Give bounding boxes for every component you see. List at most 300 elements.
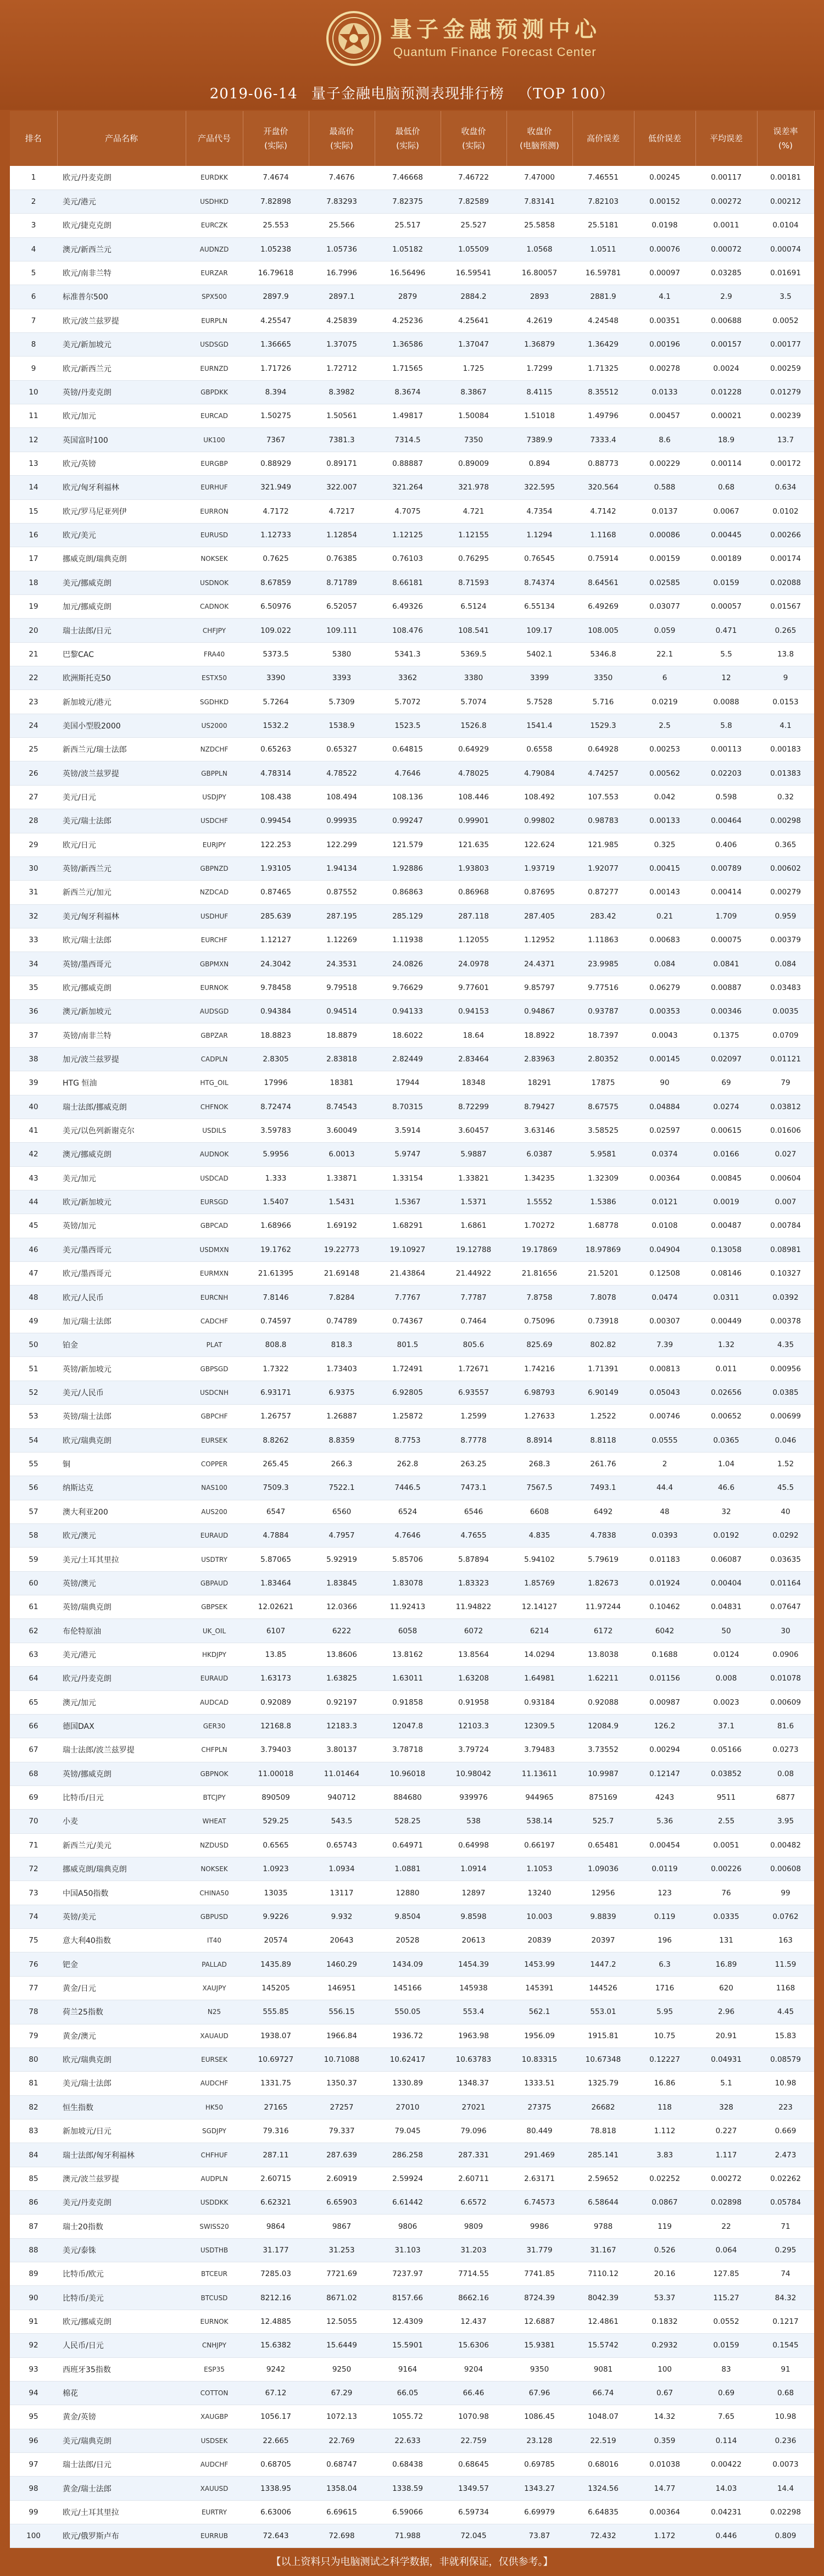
- cell-open: 3.79403: [243, 1738, 309, 1762]
- cell-close: 108.446: [441, 785, 506, 809]
- cell-close: 0.89009: [441, 452, 506, 475]
- cell-avg-err: 0.0019: [695, 1190, 757, 1214]
- cell-name: 欧元/新西兰元: [57, 357, 186, 380]
- cell-low: 1523.5: [375, 714, 441, 737]
- cell-err-low: 0.00351: [634, 309, 695, 332]
- cell-err-low: 0.12227: [634, 2048, 695, 2071]
- cell-low: 10.96018: [375, 1762, 441, 1785]
- cell-name: 欧元/瑞典克朗: [57, 2048, 186, 2071]
- cell-avg-err: 0.06087: [695, 1548, 757, 1571]
- table-row: [10, 1166, 814, 1190]
- cell-err-rate: 81.6: [757, 1714, 814, 1738]
- cell-avg-err: 1.709: [695, 904, 757, 928]
- cell-high: 556.15: [309, 2000, 375, 2024]
- cell-open: 6.63006: [243, 2500, 309, 2524]
- cell-close: 9809: [441, 2215, 506, 2238]
- cell-code: EURAUD: [186, 1667, 243, 1690]
- cell-err-low: 0.0043: [634, 1023, 695, 1047]
- cell-err-low: 196: [634, 1929, 695, 1952]
- cell-name: 欧元/挪威克朗: [57, 976, 186, 999]
- cell-err-high: 0.93787: [572, 1000, 634, 1023]
- cell-pred-close: 13240: [506, 1881, 572, 1905]
- cell-code: CADCHF: [186, 1309, 243, 1333]
- cell-open: 21.61395: [243, 1262, 309, 1286]
- cell-pred-close: 3399: [506, 666, 572, 690]
- cell-code: GBPDKK: [186, 380, 243, 404]
- cell-rank: 57: [10, 1500, 57, 1523]
- cell-name: 英镑/美元: [57, 1905, 186, 1928]
- cell-rank: 61: [10, 1595, 57, 1619]
- cell-low: 0.64971: [375, 1833, 441, 1857]
- cell-code: UK100: [186, 428, 243, 452]
- cell-low: 5341.3: [375, 642, 441, 666]
- table-row: [10, 619, 814, 642]
- cell-name: 西班牙35指数: [57, 2357, 186, 2381]
- cell-rank: 8: [10, 333, 57, 357]
- cell-code: EURRUB: [186, 2524, 243, 2548]
- cell-err-rate: 0.03635: [757, 1548, 814, 1571]
- cell-name: 美元/瑞士法郎: [57, 809, 186, 833]
- cell-high: 5380: [309, 642, 375, 666]
- cell-err-high: 20397: [572, 1929, 634, 1952]
- cell-open: 2.60715: [243, 2167, 309, 2190]
- cell-code: NZDCHF: [186, 738, 243, 761]
- cell-avg-err: 131: [695, 1929, 757, 1952]
- cell-name: 德国DAX: [57, 1714, 186, 1738]
- cell-err-high: 108.005: [572, 619, 634, 642]
- cell-err-low: 90: [634, 1071, 695, 1095]
- cell-open: 18.8823: [243, 1023, 309, 1047]
- cell-low: 9.76629: [375, 976, 441, 999]
- cell-err-low: 0.00143: [634, 881, 695, 904]
- cell-code: AUDCHF: [186, 2453, 243, 2477]
- cell-err-high: 1.11863: [572, 928, 634, 952]
- table-row: [10, 2477, 814, 2500]
- cell-rank: 4: [10, 237, 57, 261]
- cell-pred-close: 20839: [506, 1929, 572, 1952]
- cell-avg-err: 0.01228: [695, 380, 757, 404]
- cell-code: HTG_OIL: [186, 1071, 243, 1095]
- cell-avg-err: 16.89: [695, 1952, 757, 1976]
- cell-low: 121.579: [375, 833, 441, 856]
- cell-pred-close: 1.85769: [506, 1571, 572, 1595]
- cell-pred-close: 10.83315: [506, 2048, 572, 2071]
- cell-low: 550.05: [375, 2000, 441, 2024]
- cell-open: 1.68966: [243, 1214, 309, 1238]
- cell-pred-close: 4.7354: [506, 499, 572, 523]
- cell-rank: 14: [10, 476, 57, 499]
- cell-rank: 16: [10, 523, 57, 547]
- cell-name: 美国小型股2000: [57, 714, 186, 737]
- table-row: [10, 2000, 814, 2024]
- cell-err-high: 8.8118: [572, 1428, 634, 1452]
- cell-err-rate: 0.959: [757, 904, 814, 928]
- cell-err-high: 15.5742: [572, 2334, 634, 2357]
- cell-pred-close: 8.8914: [506, 1428, 572, 1452]
- cell-name: 英镑/新西兰元: [57, 856, 186, 880]
- cell-rank: 22: [10, 666, 57, 690]
- cell-open: 108.438: [243, 785, 309, 809]
- cell-open: 13.85: [243, 1643, 309, 1666]
- cell-avg-err: 0.03852: [695, 1762, 757, 1785]
- cell-close: 13.8564: [441, 1643, 506, 1666]
- cell-err-low: 3.83: [634, 2143, 695, 2167]
- cell-avg-err: 0.00346: [695, 1000, 757, 1023]
- cell-low: 25.517: [375, 214, 441, 237]
- cell-name: 挪威克朗/瑞典克朗: [57, 1857, 186, 1881]
- table-row: [10, 714, 814, 737]
- cell-high: 4.78522: [309, 761, 375, 785]
- cell-open: 122.253: [243, 833, 309, 856]
- cell-err-rate: 0.00174: [757, 547, 814, 571]
- table-row: [10, 2500, 814, 2524]
- cell-avg-err: 0.114: [695, 2429, 757, 2452]
- cell-high: 0.68747: [309, 2453, 375, 2477]
- cell-err-low: 0.12508: [634, 1262, 695, 1286]
- cell-err-rate: 0.00379: [757, 928, 814, 952]
- table-row: [10, 1309, 814, 1333]
- cell-rank: 28: [10, 809, 57, 833]
- cell-pred-close: 1.7299: [506, 357, 572, 380]
- cell-rank: 77: [10, 1976, 57, 2000]
- cell-err-high: 5.9581: [572, 1143, 634, 1166]
- cell-err-high: 7.46551: [572, 166, 634, 190]
- cell-err-high: 285.141: [572, 2143, 634, 2167]
- cell-pred-close: 12309.5: [506, 1714, 572, 1738]
- cell-high: 0.89171: [309, 452, 375, 475]
- cell-open: 20574: [243, 1929, 309, 1952]
- cell-avg-err: 0.05166: [695, 1738, 757, 1762]
- cell-pred-close: 0.69785: [506, 2453, 572, 2477]
- brand-name-en: Quantum Finance Forecast Center: [393, 45, 597, 59]
- cell-high: 122.299: [309, 833, 375, 856]
- cell-err-high: 1.09036: [572, 1857, 634, 1881]
- cell-open: 8.8262: [243, 1428, 309, 1452]
- cell-low: 262.8: [375, 1452, 441, 1476]
- cell-close: 0.68645: [441, 2453, 506, 2477]
- cell-name: 英镑/瑞士法郎: [57, 1405, 186, 1428]
- cell-name: 澳元/波兰兹罗提: [57, 2167, 186, 2190]
- cell-err-high: 13.8038: [572, 1643, 634, 1666]
- cell-err-rate: 0.02298: [757, 2500, 814, 2524]
- cell-err-high: 1324.56: [572, 2477, 634, 2500]
- cell-rank: 24: [10, 714, 57, 737]
- cell-err-rate: 0.07647: [757, 1595, 814, 1619]
- header-pred-l2: (电脑预测): [520, 141, 559, 151]
- cell-err-high: 10.67348: [572, 2048, 634, 2071]
- cell-err-rate: 0.01691: [757, 261, 814, 285]
- footer-note: 【以上资料只为电脑测试之科学数据，非就利保证，仅供参考。】: [0, 2552, 824, 2576]
- cell-name: 欧元/瑞士法郎: [57, 928, 186, 952]
- cell-code: AUDCAD: [186, 1690, 243, 1714]
- cell-avg-err: 0.00117: [695, 166, 757, 190]
- cell-close: 538: [441, 1810, 506, 1833]
- cell-pred-close: 7741.85: [506, 2262, 572, 2286]
- cell-open: 5.87065: [243, 1548, 309, 1571]
- cell-rank: 86: [10, 2191, 57, 2215]
- cell-name: 黄金/日元: [57, 1976, 186, 2000]
- cell-err-high: 1529.3: [572, 714, 634, 737]
- cell-high: 0.99935: [309, 809, 375, 833]
- cell-open: 1.71726: [243, 357, 309, 380]
- cell-high: 1.73403: [309, 1357, 375, 1381]
- cell-low: 0.94133: [375, 1000, 441, 1023]
- cell-high: 3393: [309, 666, 375, 690]
- cell-low: 0.74367: [375, 1309, 441, 1333]
- cell-err-low: 0.00415: [634, 856, 695, 880]
- cell-err-high: 0.73918: [572, 1309, 634, 1333]
- cell-name: HTG 恒油: [57, 1071, 186, 1095]
- cell-name: 澳元/挪威克朗: [57, 1143, 186, 1166]
- cell-avg-err: 0.00487: [695, 1214, 757, 1238]
- cell-close: 1963.98: [441, 2024, 506, 2048]
- cell-low: 24.0826: [375, 952, 441, 976]
- cell-rank: 64: [10, 1667, 57, 1690]
- cell-code: USDHKD: [186, 190, 243, 213]
- cell-err-high: 1.1168: [572, 523, 634, 547]
- cell-open: 1056.17: [243, 2405, 309, 2429]
- cell-err-rate: 0.05784: [757, 2191, 814, 2215]
- cell-pred-close: 27375: [506, 2095, 572, 2119]
- cell-err-high: 4.7142: [572, 499, 634, 523]
- cell-high: 1.33871: [309, 1166, 375, 1190]
- cell-close: 6546: [441, 1500, 506, 1523]
- cell-err-low: 0.00454: [634, 1833, 695, 1857]
- cell-err-low: 0.0137: [634, 499, 695, 523]
- cell-err-low: 0.00278: [634, 357, 695, 380]
- cell-err-high: 875169: [572, 1785, 634, 1809]
- cell-close: 66.46: [441, 2381, 506, 2405]
- cell-close: 6.5124: [441, 594, 506, 618]
- cell-code: USDMXN: [186, 1238, 243, 1261]
- table-header-row: [10, 111, 814, 166]
- cell-open: 72.643: [243, 2524, 309, 2548]
- cell-name: 英镑/瑞典克朗: [57, 1595, 186, 1619]
- cell-pred-close: 1.74216: [506, 1357, 572, 1381]
- cell-high: 6.52057: [309, 594, 375, 618]
- cell-low: 11.92413: [375, 1595, 441, 1619]
- cell-name: 欧元/土耳其里拉: [57, 2500, 186, 2524]
- cell-pred-close: 268.3: [506, 1452, 572, 1476]
- cell-rank: 32: [10, 904, 57, 928]
- cell-pred-close: 1.93719: [506, 856, 572, 880]
- cell-name: 欧元/加元: [57, 404, 186, 428]
- cell-err-high: 18.97869: [572, 1238, 634, 1261]
- cell-err-rate: 0.027: [757, 1143, 814, 1166]
- table-row: [10, 2167, 814, 2190]
- table-row: [10, 666, 814, 690]
- cell-rank: 13: [10, 452, 57, 475]
- cell-err-low: 0.042: [634, 785, 695, 809]
- cell-open: 8.394: [243, 380, 309, 404]
- cell-low: 9164: [375, 2357, 441, 2381]
- cell-code: EURAUD: [186, 1523, 243, 1547]
- cell-high: 8.8359: [309, 1428, 375, 1452]
- cell-err-rate: 0.0906: [757, 1643, 814, 1666]
- cell-err-rate: 4.1: [757, 714, 814, 737]
- table-row: [10, 2191, 814, 2215]
- cell-close: 4.78025: [441, 761, 506, 785]
- cell-rank: 3: [10, 214, 57, 237]
- cell-avg-err: 0.00422: [695, 2453, 757, 2477]
- table-row: [10, 761, 814, 785]
- cell-low: 12047.8: [375, 1714, 441, 1738]
- cell-err-low: 6042: [634, 1619, 695, 1643]
- cell-pred-close: 9986: [506, 2215, 572, 2238]
- cell-high: 1.5431: [309, 1190, 375, 1214]
- table-row: [10, 1262, 814, 1286]
- cell-name: 欧元/罗马尼亚列伊: [57, 499, 186, 523]
- cell-err-rate: 0.0762: [757, 1905, 814, 1928]
- cell-err-high: 4.7838: [572, 1523, 634, 1547]
- report-date: 2019-06-14: [209, 86, 298, 102]
- cell-err-high: 2881.9: [572, 285, 634, 309]
- cell-err-rate: 2.473: [757, 2143, 814, 2167]
- cell-err-high: 72.432: [572, 2524, 634, 2548]
- cell-rank: 93: [10, 2357, 57, 2381]
- cell-code: EURCNH: [186, 1286, 243, 1309]
- cell-high: 12.0366: [309, 1595, 375, 1619]
- table-row: [10, 1333, 814, 1357]
- cell-err-rate: 0.0073: [757, 2453, 814, 2477]
- cell-high: 1072.13: [309, 2405, 375, 2429]
- cell-err-low: 44.4: [634, 1476, 695, 1500]
- cell-close: 121.635: [441, 833, 506, 856]
- cell-err-high: 553.01: [572, 2000, 634, 2024]
- cell-open: 7367: [243, 428, 309, 452]
- cell-err-high: 78.818: [572, 2119, 634, 2143]
- cell-err-rate: 0.08579: [757, 2048, 814, 2071]
- cell-err-rate: 0.00608: [757, 1857, 814, 1881]
- cell-low: 5.7072: [375, 690, 441, 714]
- cell-rank: 91: [10, 2310, 57, 2333]
- cell-name: 加元/波兰兹罗提: [57, 1047, 186, 1071]
- table-row: [10, 1238, 814, 1261]
- cell-avg-err: 0.69: [695, 2381, 757, 2405]
- cell-err-rate: 0.00212: [757, 190, 814, 213]
- cell-close: 6.59734: [441, 2500, 506, 2524]
- cell-name: 恒生指数: [57, 2095, 186, 2119]
- cell-open: 0.99454: [243, 809, 309, 833]
- cell-pred-close: 0.894: [506, 452, 572, 475]
- cell-close: 0.91958: [441, 1690, 506, 1714]
- cell-name: 标准普尔500: [57, 285, 186, 309]
- cell-high: 4.25839: [309, 309, 375, 332]
- table-row: [10, 2310, 814, 2333]
- cell-pred-close: 11.13611: [506, 1762, 572, 1785]
- cell-pred-close: 122.624: [506, 833, 572, 856]
- table-row: [10, 2095, 814, 2119]
- cell-err-high: 21.5201: [572, 1262, 634, 1286]
- table-row: [10, 881, 814, 904]
- cell-close: 20613: [441, 1929, 506, 1952]
- cell-low: 1.25872: [375, 1405, 441, 1428]
- ranking-table: [10, 111, 814, 2548]
- cell-low: 1.0881: [375, 1857, 441, 1881]
- cell-high: 109.111: [309, 619, 375, 642]
- cell-high: 15.6449: [309, 2334, 375, 2357]
- cell-low: 2.59924: [375, 2167, 441, 2190]
- cell-err-rate: 0.00074: [757, 237, 814, 261]
- cell-name: 意大利40指数: [57, 1929, 186, 1952]
- cell-open: 321.949: [243, 476, 309, 499]
- cell-err-low: 4.1: [634, 285, 695, 309]
- cell-avg-err: 0.446: [695, 2524, 757, 2548]
- cell-name: 澳元/新加坡元: [57, 1000, 186, 1023]
- report-title: [0, 82, 824, 103]
- cell-rank: 52: [10, 1381, 57, 1404]
- cell-avg-err: 127.85: [695, 2262, 757, 2286]
- cell-avg-err: 0.00414: [695, 881, 757, 904]
- cell-pred-close: 0.75096: [506, 1309, 572, 1333]
- cell-avg-err: 22: [695, 2215, 757, 2238]
- cell-low: 3362: [375, 666, 441, 690]
- cell-code: XAUGBP: [186, 2405, 243, 2429]
- cell-code: USDDKK: [186, 2191, 243, 2215]
- cell-err-low: 0.00364: [634, 1166, 695, 1190]
- cell-code: CADPLN: [186, 1047, 243, 1071]
- cell-open: 3390: [243, 666, 309, 690]
- cell-code: XAUUSD: [186, 2477, 243, 2500]
- table-row: [10, 2072, 814, 2095]
- ranking-table-container: [10, 111, 814, 2548]
- cell-err-high: 261.76: [572, 1452, 634, 1476]
- table-row: [10, 2405, 814, 2429]
- cell-code: US2000: [186, 714, 243, 737]
- cell-high: 9250: [309, 2357, 375, 2381]
- cell-avg-err: 2.55: [695, 1810, 757, 1833]
- cell-err-low: 0.01156: [634, 1667, 695, 1690]
- cell-avg-err: 0.00113: [695, 738, 757, 761]
- cell-close: 12.437: [441, 2310, 506, 2333]
- cell-low: 0.99247: [375, 809, 441, 833]
- cell-err-low: 0.00562: [634, 761, 695, 785]
- cell-pred-close: 7389.9: [506, 428, 572, 452]
- header-rate-l1: 误差率: [773, 126, 798, 136]
- cell-err-high: 3.73552: [572, 1738, 634, 1762]
- cell-open: 9242: [243, 2357, 309, 2381]
- cell-err-low: 0.21: [634, 904, 695, 928]
- cell-err-low: 0.00253: [634, 738, 695, 761]
- cell-high: 6560: [309, 1500, 375, 1523]
- table-row: [10, 523, 814, 547]
- cell-rank: 72: [10, 1857, 57, 1881]
- cell-err-high: 8.67575: [572, 1095, 634, 1119]
- cell-avg-err: 0.00114: [695, 452, 757, 475]
- cell-code: CNHJPY: [186, 2334, 243, 2357]
- cell-close: 1.12055: [441, 928, 506, 952]
- cell-code: EURNZD: [186, 357, 243, 380]
- cell-rank: 18: [10, 571, 57, 594]
- cell-rank: 98: [10, 2477, 57, 2500]
- header-open: [243, 111, 309, 166]
- cell-pred-close: 1956.09: [506, 2024, 572, 2048]
- cell-err-high: 121.985: [572, 833, 634, 856]
- cell-open: 0.68705: [243, 2453, 309, 2477]
- cell-name: 英镑/丹麦克朗: [57, 380, 186, 404]
- cell-err-low: 0.0555: [634, 1428, 695, 1452]
- table-row: [10, 2024, 814, 2048]
- cell-rank: 76: [10, 1952, 57, 1976]
- cell-pred-close: 0.94867: [506, 1000, 572, 1023]
- cell-open: 8.72474: [243, 1095, 309, 1119]
- cell-avg-err: 0.0023: [695, 1690, 757, 1714]
- header-open-l2: (实际): [264, 141, 287, 151]
- cell-code: COPPER: [186, 1452, 243, 1476]
- cell-err-low: 0.2932: [634, 2334, 695, 2357]
- cell-err-rate: 71: [757, 2215, 814, 2238]
- cell-err-high: 1.68778: [572, 1214, 634, 1238]
